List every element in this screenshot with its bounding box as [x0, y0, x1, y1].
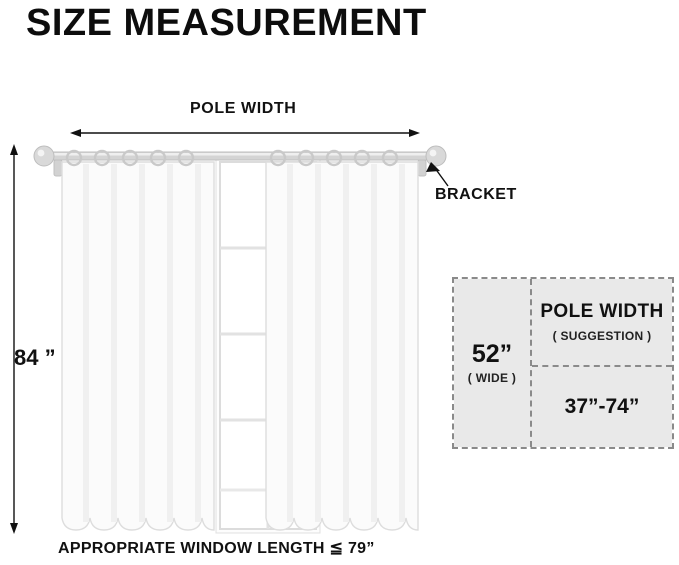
double-arrow-horizontal-icon [70, 128, 420, 138]
spec-pole-range: 37”-74” [564, 395, 640, 418]
pole-width-label: POLE WIDTH [190, 100, 297, 117]
curtain-panel-left [62, 151, 214, 530]
spec-pole-header-sub: ( SUGGESTION ) [552, 329, 652, 343]
spec-width-cell [454, 279, 532, 447]
spec-pole-range-cell [532, 367, 672, 447]
page-title: SIZE MEASUREMENT [26, 2, 427, 44]
curtain-scene [20, 138, 460, 538]
spec-width-value: 52” [471, 339, 513, 368]
spec-table [452, 277, 674, 449]
curtain-panel-right [266, 151, 418, 530]
spec-pole-header-cell [532, 279, 672, 367]
spec-pole-column [532, 279, 672, 447]
curtain-height-label: 84 ” [14, 345, 56, 370]
spec-width-sub: ( WIDE ) [467, 371, 517, 386]
window-length-caption: APPROPRIATE WINDOW LENGTH ≦ 79” [58, 540, 375, 557]
spec-pole-header: POLE WIDTH [540, 301, 664, 322]
bracket-label: BRACKET [435, 186, 517, 203]
double-arrow-vertical-icon [8, 144, 20, 534]
